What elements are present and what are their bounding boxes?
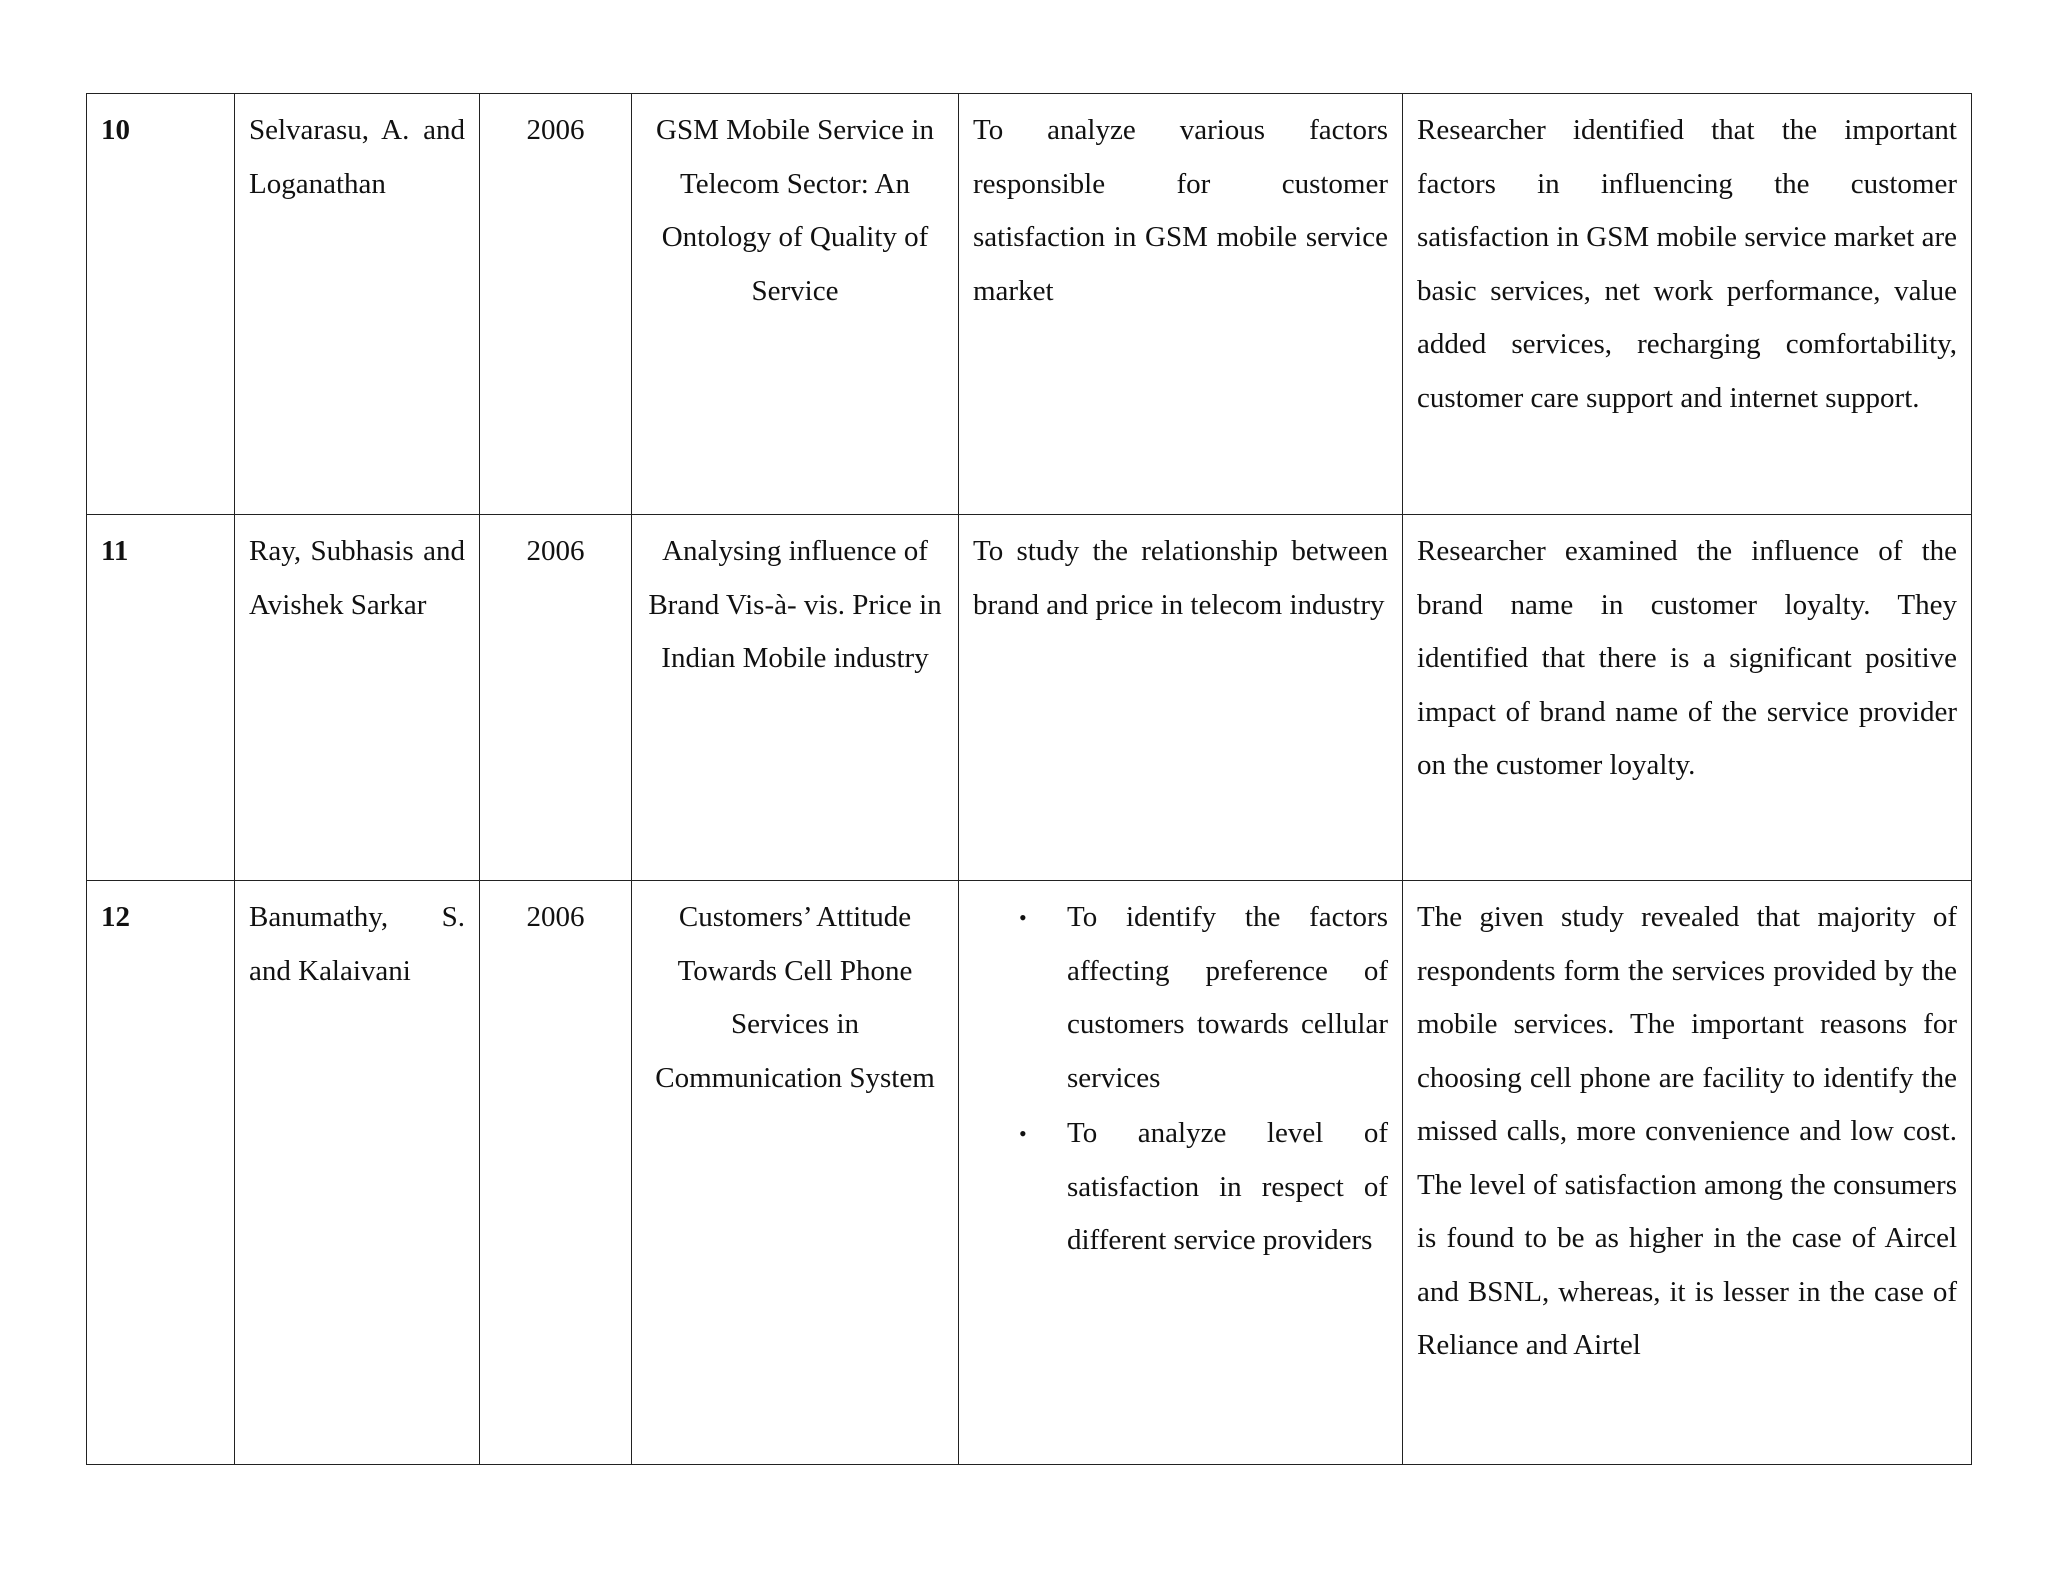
serial-number-cell: 10	[87, 94, 235, 515]
year-cell: 2006	[480, 94, 632, 515]
list-item	[1019, 891, 1388, 1105]
author-cell: Selvarasu, A. and Loganathan	[235, 94, 480, 515]
findings-cell: Researcher identified that the important factors in influencing the customer satisfaction in GSM mobile service market are basic services, net work performance, value added services, recharging comfortability, customer care support and internet support.	[1403, 94, 1972, 515]
author-cell: Ray, Subhasis and Avishek Sarkar	[235, 515, 480, 881]
author-cell: Banumathy, S. and Kalaivani	[235, 881, 480, 1465]
objective-cell	[959, 881, 1403, 1465]
title-cell: Analysing influence of Brand Vis-à- vis. Price in Indian Mobile industry	[632, 515, 959, 881]
list-item	[1019, 1107, 1388, 1268]
literature-review-table	[86, 93, 1972, 1465]
objective-cell: To study the relationship between brand and price in telecom industry	[959, 515, 1403, 881]
table-row	[87, 881, 1972, 1465]
objective-text: To identify the factors affecting preference of customers towards cellular services	[1067, 901, 1388, 1094]
title-cell: Customers’ Attitude Towards Cell Phone Services in Communication System	[632, 881, 959, 1465]
year-cell: 2006	[480, 515, 632, 881]
objective-cell: To analyze various factors responsible for customer satisfaction in GSM mobile service market	[959, 94, 1403, 515]
objectives-list	[973, 891, 1388, 1268]
findings-cell: Researcher examined the influence of the brand name in customer loyalty. They identified that there is a significant positive impact of brand name of the service provider on the customer loyalty.	[1403, 515, 1972, 881]
bullet-icon: •	[1019, 1121, 1027, 1146]
findings-cell: The given study revealed that majority of respondents form the services provided by the mobile services. The important reasons for choosing cell phone are facility to identify the missed calls, more convenience and low cost. The level of satisfaction among the consumers is found to be as higher in the case of Aircel and BSNL, whereas, it is lesser in the case of Reliance and Airtel	[1403, 881, 1972, 1465]
serial-number-cell: 12	[87, 881, 235, 1465]
serial-number-cell: 11	[87, 515, 235, 881]
table-row	[87, 94, 1972, 515]
year-cell: 2006	[480, 881, 632, 1465]
title-cell: GSM Mobile Service in Telecom Sector: An Ontology of Quality of Service	[632, 94, 959, 515]
objective-text: To analyze level of satisfaction in respect of different service providers	[1067, 1117, 1388, 1256]
table-row	[87, 515, 1972, 881]
bullet-icon: •	[1019, 905, 1027, 930]
